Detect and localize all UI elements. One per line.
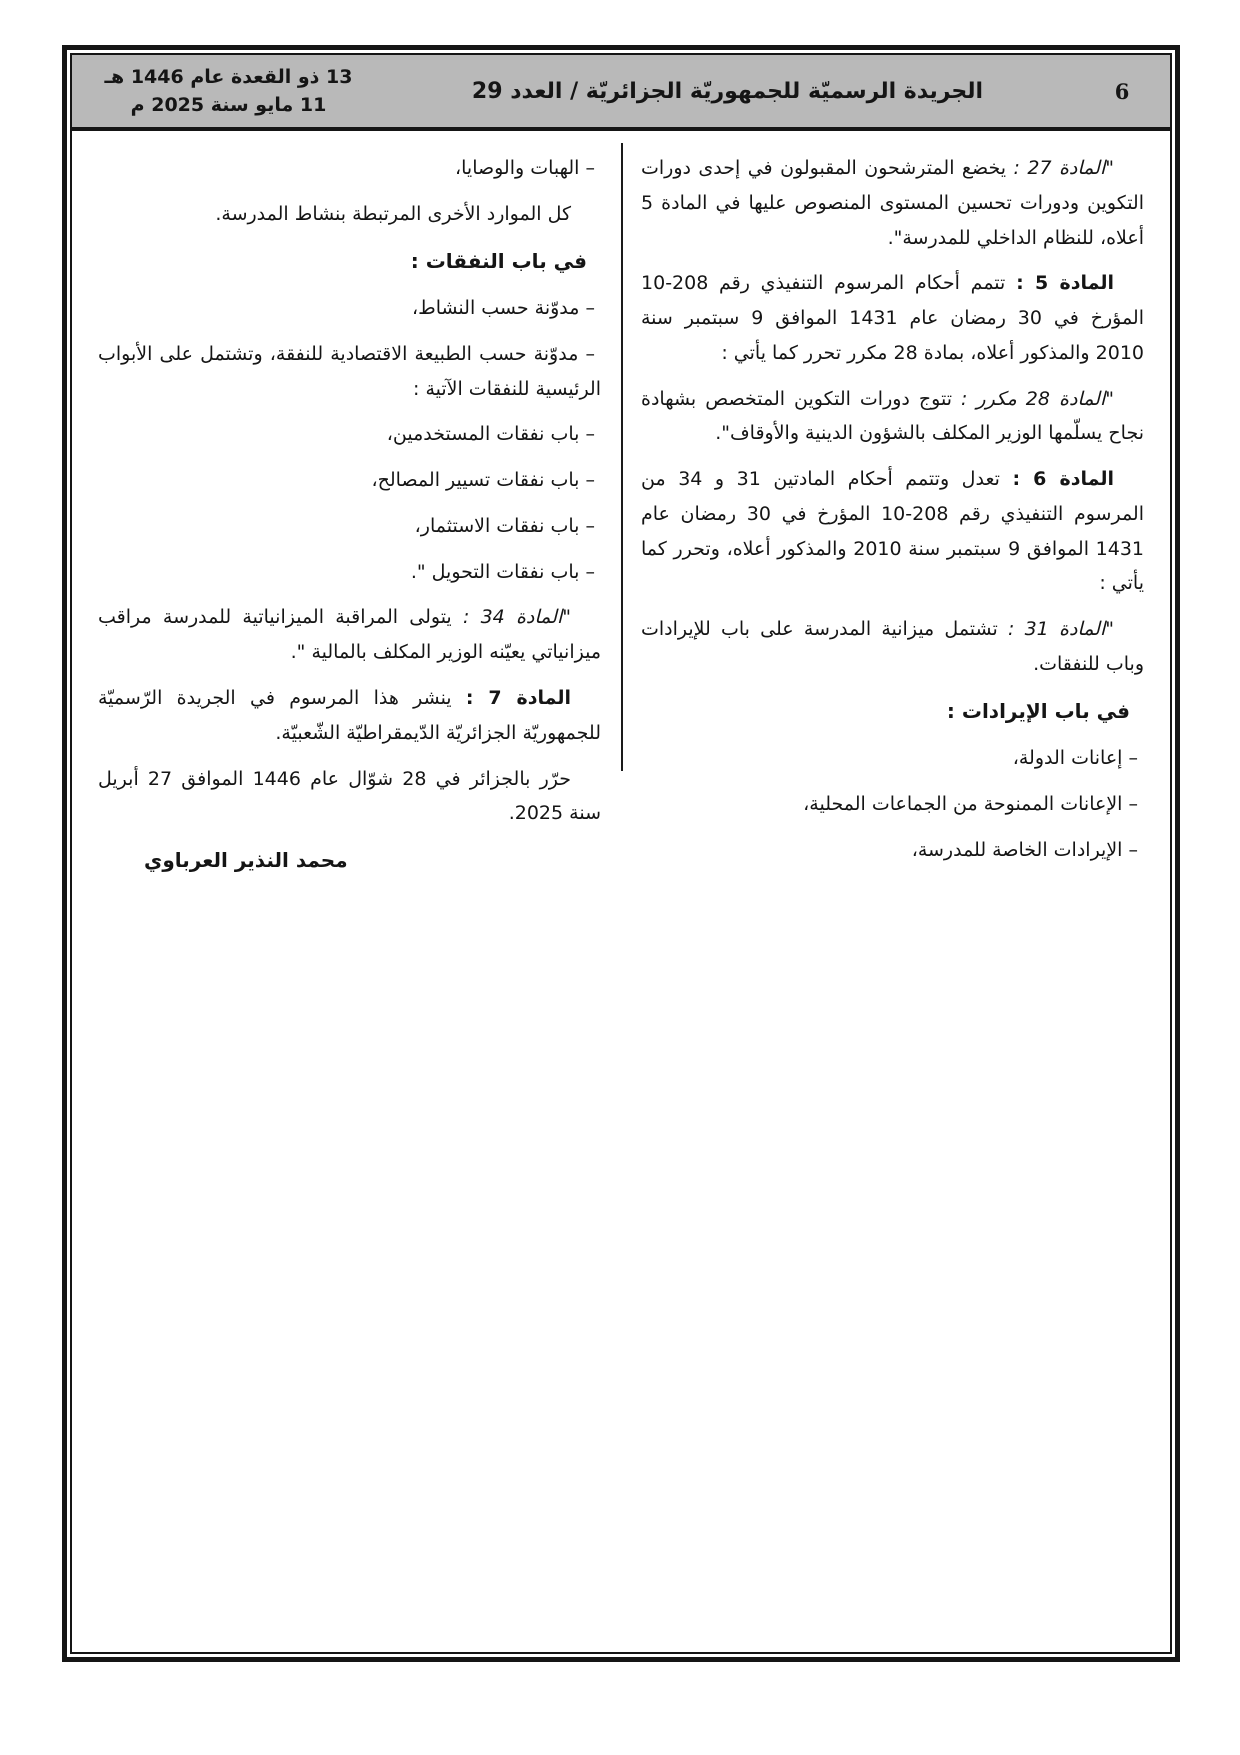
- paragraph: [641, 382, 1144, 452]
- list-item: – باب نفقات المستخدمين،: [386, 423, 595, 446]
- paragraph-text: تعدل وتتمم أحكام المادتين 31 و 34 من المرسوم التنفيذي رقم 208-10 المؤرخ في 30 رمضان عام 1431 الموافق 9 سبتمبر سنة 2010 والمذكور أعلاه، وتحرر كما يأتي :: [641, 468, 1145, 595]
- signature: محمد النذير العرباوي: [144, 848, 348, 873]
- header-dates: [72, 63, 381, 120]
- list-item: – الإيرادات الخاصة للمدرسة،: [911, 838, 1138, 861]
- paragraph-text: تتمم أحكام المرسوم التنفيذي رقم 208-10 المؤرخ في 30 رمضان عام 1431 الموافق 9 سبتمبر سنة 2010 والمذكور أعلاه، بمادة 28 مكرر تحرر كما يأتي :: [641, 272, 1145, 364]
- column-right: [641, 151, 1144, 890]
- paragraph-text: تتوج دورات التكوين المتخصص بشهادة نجاح يسلّمها الوزير المكلف بالشؤون الدينية والأوقاف".: [641, 387, 1144, 445]
- list-item: – باب نفقات الاستثمار،: [414, 514, 595, 537]
- column-left: [98, 151, 601, 890]
- paragraph-text: يخضع المترشحون المقبولون في إحدى دورات التكوين ودورات تحسين المستوى المنصوص عليها في المادة 5 أعلاه، للنظام الداخلي للمدرسة".: [641, 157, 1144, 249]
- page-frame: [62, 45, 1180, 1662]
- paragraph: [641, 266, 1144, 370]
- content-area: [72, 131, 1170, 1652]
- page-number: 6: [1114, 78, 1130, 104]
- list-item: – باب نفقات تسيير المصالح،: [371, 469, 595, 492]
- paragraph-text: ينشر هذا المرسوم في الجريدة الرّسميّة للجمهوريّة الجزائريّة الدّيمقراطيّة الشّعبيّة.: [98, 687, 601, 744]
- paragraph: [98, 600, 601, 670]
- list-item: – إعانات الدولة،: [1012, 747, 1138, 770]
- list-item: – مدوّنة حسب النشاط،: [411, 297, 595, 320]
- list-item: – الإعانات الممنوحة من الجماعات المحلية،: [803, 793, 1138, 816]
- list-item: – الهبات والوصايا،: [454, 157, 595, 179]
- section-heading: في باب النفقات :: [410, 248, 587, 273]
- section-heading: في باب الإيرادات :: [946, 698, 1130, 723]
- article-number: المادة 6 :: [1012, 468, 1115, 491]
- header-band: [72, 55, 1170, 131]
- article-number: "المادة 31 :: [1007, 618, 1114, 641]
- paragraph: [98, 681, 601, 751]
- list-item: – باب نفقات التحويل ".: [410, 560, 595, 583]
- article-number: "المادة 28 مكرر :: [961, 387, 1114, 410]
- gregorian-date: 11 مايو سنة 2025 م: [130, 94, 327, 116]
- paragraph-text: تشتمل ميزانية المدرسة على باب للإيرادات وباب للنفقات.: [641, 618, 1144, 675]
- paragraph: كل الموارد الأخرى المرتبطة بنشاط المدرسة.: [215, 202, 571, 225]
- page-frame-inner: [70, 53, 1172, 1654]
- article-number: "المادة 34 :: [462, 606, 571, 629]
- article-number: المادة 7 :: [465, 687, 571, 710]
- article-number: "المادة 27 :: [1013, 157, 1114, 179]
- paragraph: [641, 151, 1144, 255]
- paragraph: [641, 612, 1144, 682]
- paragraph: [641, 462, 1144, 601]
- article-number: المادة 5 :: [1016, 272, 1114, 295]
- hijri-date: 13 ذو القعدة عام 1446 هـ: [104, 65, 353, 88]
- paragraph-text: يتولى المراقبة الميزانياتية للمدرسة مراقب ميزانياتي يعيّنه الوزير المكلف بالمالية ".: [98, 606, 601, 664]
- gazette-title: الجريدة الرسميّة للجمهوريّة الجزائريّة / العدد 29: [471, 78, 984, 104]
- column-divider: [621, 143, 623, 771]
- list-item: – مدوّنة حسب الطبيعة الاقتصادية للنفقة، وتشتمل على الأبواب الرئيسية للنفقات الآتية :: [98, 342, 601, 400]
- paragraph: حرّر بالجزائر في 28 شوّال عام 1446 الموافق 27 أبريل سنة 2025.: [98, 767, 601, 825]
